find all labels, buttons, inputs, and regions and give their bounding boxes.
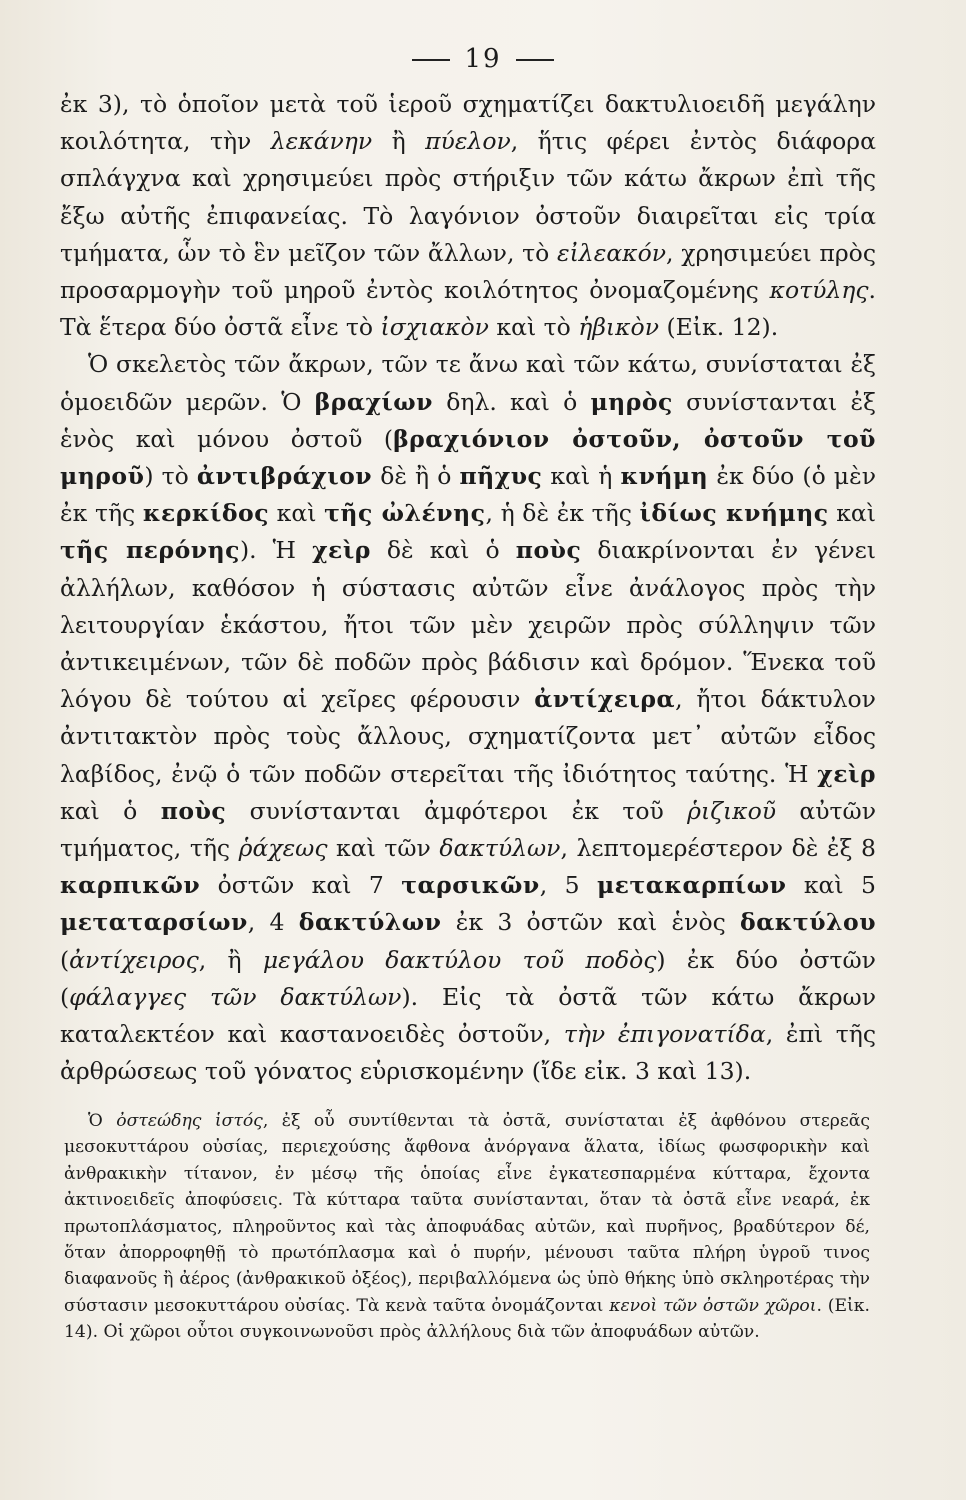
italic-term: μεγάλου δακτύλου τοῦ ποδὸς	[262, 945, 657, 974]
footnote-paragraph	[64, 1108, 870, 1346]
italic-term: φάλαγγες τῶν δακτύλων	[69, 982, 402, 1011]
bold-term: ἰδίως κνήμης	[639, 499, 829, 528]
paragraph-pelvis	[60, 86, 876, 346]
bold-term: χεὶρ	[817, 759, 876, 788]
bold-term: βραχίων	[314, 387, 433, 416]
bold-term: ταρσικῶν	[401, 871, 540, 900]
bold-term: καρπικῶν	[60, 871, 201, 900]
main-text	[60, 86, 876, 1090]
text-run: , λεπτομερέστερον δὲ ἐξ 8	[560, 834, 876, 863]
text-run: καὶ τῶν	[327, 834, 440, 863]
italic-term: ὀστεώδης ἱστός	[116, 1111, 263, 1131]
text-run: ) τὸ	[144, 462, 197, 491]
text-run: ἐκ δύο (ὁ μὲν ἐκ τῆς	[60, 462, 876, 528]
bold-term: χεὶρ	[312, 536, 371, 565]
text-run: δηλ. καὶ ὁ	[432, 387, 591, 416]
bold-term: ποὺς	[515, 536, 582, 565]
header-dash-left	[412, 59, 450, 61]
bold-term: μετακαρπίων	[596, 871, 787, 900]
bold-term: τῆς ὠλένης	[324, 499, 486, 528]
text-run: ἐκ 3 ὀστῶν καὶ ἑνὸς	[441, 908, 741, 937]
text-run: . Τὰ ἕτερα δύο ὀστᾶ εἶνε τὸ	[60, 276, 876, 342]
bold-term: ἀντιβράχιον	[196, 462, 373, 491]
text-run: συνίστανται ἐξ ἑνὸς καὶ μόνου ὀστοῦ (	[60, 387, 877, 453]
text-run: Ὁ	[88, 1111, 117, 1131]
text-run: ). Εἰς τὰ ὀστᾶ τῶν κάτω ἄκρων καταλεκτέον καὶ καστανοειδὲς ὀστοῦν,	[60, 982, 876, 1049]
bold-term: δακτύλων	[298, 908, 442, 937]
italic-term: ῥάχεως	[238, 834, 328, 863]
text-run: καὶ	[269, 499, 325, 528]
text-run: ἐκ 3), τὸ ὁποῖον μετὰ τοῦ ἱεροῦ σχηματίζει δακτυλιοειδῆ μεγάλην κοιλότητα, τὴν	[60, 90, 876, 156]
text-run: (	[60, 945, 70, 974]
text-run: καὶ ὁ	[60, 796, 161, 825]
text-run: καὶ τὸ	[488, 313, 579, 342]
bold-term: μεταταρσίων	[60, 908, 248, 937]
text-run: ) ἐκ δύο ὀστῶν (	[60, 945, 876, 1011]
text-run: , ἥτις φέρει ἐντὸς διάφορα σπλάγχνα καὶ χρησιμεύει πρὸς στήριξιν τῶν κάτω ἄκρων ἐπὶ τῆς ἔξω αὐτῆς ἐπιφανείας. Τὸ λαγόνιον ὀστοῦν διαιρεῖται εἰς τρία τμήματα, ὧν τὸ ἓν μεῖζον τῶν ἄλλων, τὸ	[60, 127, 876, 267]
text-run: δὲ καὶ ὁ	[370, 536, 516, 565]
text-run: ὀστῶν καὶ 7	[200, 871, 402, 900]
text-run: , ἐπὶ τῆς ἀρθρώσεως τοῦ γόνατος εὑρισκομένην (ἴδε εἰκ. 3 καὶ 13).	[60, 1020, 877, 1086]
text-run: αὐτῶν τμήματος, τῆς	[60, 796, 877, 863]
text-run: καὶ	[828, 499, 877, 528]
bold-term: δακτύλου	[740, 908, 876, 937]
text-run: , ἐξ οὗ συντίθενται τὰ ὀστᾶ, συνίσταται ἐξ ἀφθόνου στερεᾶς μεσοκυττάρου οὐσίας, περιεχούσης ἄφθονα ἀνόργανα ἅλατα, ἰδίως φωσφορικὴν καὶ ἀνθρακικὴν τίτανον, ἐν μέσῳ τῆς ὁποίας εἶνε ἐγκατεσπαρμένα κύτταρα, ἔχοντα ἀκτινοειδεῖς ἀποφύσεις. Τὰ κύτταρα ταῦτα συνίστανται, ὅταν τὰ ὀστᾶ εἶνε νεαρά, ἐκ πρωτοπλάσματος, πληροῦντος καὶ τὰς ἀποφυάδας αὐτῶν, καὶ πυρῆνος, βραδύτερον δέ, ὅταν ἀπορροφηθῇ τὸ πρωτόπλασμα καὶ ὁ πυρήν, μένουσι ταῦτα πλήρη ὑγροῦ τινος διαφανοῦς ἢ ἀέρος (ἀνθρακικοῦ ὀξέος), περιβαλλόμενα ὡς ὑπὸ θήκης ὑπὸ σκληροτέρας τὴν σύστασιν μεσοκυττάρου οὐσίας. Τὰ κενὰ ταῦτα ὀνομάζονται	[64, 1111, 871, 1316]
header-dash-right	[516, 59, 554, 61]
text-run: Ὁ σκελετὸς τῶν ἄκρων, τῶν τε ἄνω καὶ τῶν κάτω, συνίσταται ἐξ ὁμοειδῶν μερῶν. Ὁ	[60, 350, 876, 416]
bold-term: κνήμη	[620, 462, 709, 491]
italic-term: ἡβικὸν	[578, 313, 659, 342]
text-run: , 5	[539, 871, 597, 900]
italic-term: ἰσχιακὸν	[380, 313, 489, 342]
page-number: 19	[464, 44, 502, 74]
text-run: καὶ ἡ	[542, 462, 621, 491]
text-run: , 4	[247, 908, 299, 937]
italic-term: κενοὶ τῶν ὀστῶν χῶροι	[609, 1295, 817, 1316]
text-run: , ἡ δὲ ἐκ τῆς	[485, 499, 640, 528]
paragraph-limbs	[60, 346, 876, 1090]
italic-term: κοτύλης	[769, 276, 869, 305]
bold-term: ἀντίχειρα	[534, 685, 676, 714]
text-run: καὶ 5	[786, 871, 876, 900]
bold-term: πῆχυς	[459, 462, 543, 491]
text-run: ). Ἡ	[239, 536, 313, 565]
italic-term: εἰλεακόν	[556, 238, 667, 267]
bold-term: κερκίδος	[142, 499, 269, 528]
text-run: (Εἰκ. 12).	[659, 313, 779, 342]
text-run: , ἤτοι δάκτυλον ἀντιτακτὸν πρὸς τοὺς ἄλλους, σχηματίζοντα μετ᾽ αὐτῶν εἶδος λαβίδος, ἐνῷ ὁ τῶν ποδῶν στερεῖται τῆς ἰδιότητος ταύτης. Ἡ	[60, 685, 876, 788]
italic-term: ῥιζικοῦ	[687, 796, 776, 825]
text-run: διακρίνονται ἐν γένει ἀλλήλων, καθόσον ἡ σύστασις αὐτῶν εἶνε ἀνάλογος πρὸς τὴν λειτουργίαν ἑκάστου, ἤτοι τῶν μὲν χειρῶν πρὸς σύλληψιν τῶν ἀντικειμένων, τῶν δὲ ποδῶν πρὸς βάδισιν καὶ δρόμον. Ἕνεκα τοῦ λόγου δὲ τούτου αἱ χεῖρες φέρουσιν	[60, 536, 876, 714]
text-run: , χρησιμεύει πρὸς προσαρμογὴν τοῦ μηροῦ ἐντὸς κοιλότητος ὀνομαζομένης	[60, 238, 876, 305]
italic-term: πύελον	[425, 127, 511, 156]
bold-term: ποὺς	[160, 796, 227, 825]
italic-term: δακτύλων	[439, 834, 561, 863]
text-run: ἢ	[372, 127, 426, 156]
text-run: , ἢ	[198, 945, 263, 974]
text-run: δὲ ἢ ὁ	[372, 462, 460, 491]
text-run: συνίστανται ἀμφότεροι ἐκ τοῦ	[226, 796, 688, 825]
bold-term: τῆς περόνης	[60, 536, 240, 565]
footnote-bone-tissue	[64, 1108, 870, 1346]
italic-term: ἀντίχειρος	[69, 945, 199, 974]
text-run: . (Εἰκ. 14). Οἱ χῶροι οὗτοι συγκοινωνοῦσι πρὸς ἀλλήλους διὰ τῶν ἀποφυάδων αὐτῶν.	[64, 1295, 870, 1343]
italic-term: λεκάνην	[270, 127, 373, 156]
bold-term: μηρὸς	[590, 387, 673, 416]
page-header	[0, 44, 966, 74]
italic-term: τὴν ἐπιγονατίδα	[563, 1020, 766, 1049]
bold-term: βραχιόνιον ὀστοῦν, ὀστοῦν τοῦ μηροῦ	[60, 424, 876, 491]
